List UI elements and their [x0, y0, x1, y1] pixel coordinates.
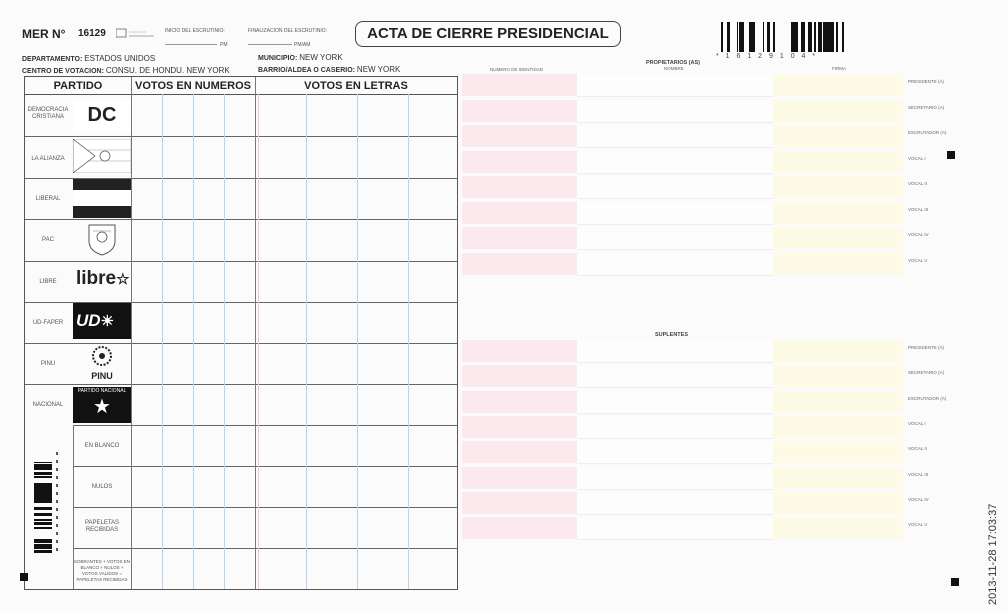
identidad-field[interactable]	[462, 176, 577, 198]
firma-field[interactable]	[773, 492, 903, 514]
mer-number: 16129	[78, 28, 106, 39]
identidad-field[interactable]	[462, 202, 577, 224]
nombre-field[interactable]	[577, 253, 773, 276]
star-icon: ★	[93, 396, 111, 418]
firma-field[interactable]	[773, 517, 903, 539]
nombre-field[interactable]	[577, 492, 773, 515]
firma-field[interactable]	[773, 125, 903, 147]
firma-field[interactable]	[773, 176, 903, 198]
nacional-logo-text: PARTIDO NACIONAL	[77, 388, 127, 394]
col-identidad: NUMERO DE IDENTIDAD	[490, 67, 544, 72]
mer-label: MER N°	[22, 27, 66, 41]
identidad-field[interactable]	[462, 441, 577, 463]
votes-table	[24, 76, 458, 590]
libre-logo	[73, 264, 131, 294]
alianza-flag-icon	[73, 139, 131, 173]
barrio-value: NEW YORK	[356, 65, 401, 74]
document-title: ACTA DE CIERRE PRESIDENCIAL	[355, 21, 621, 47]
party-name: NACIONAL	[32, 402, 64, 408]
role-label: VOCAL I	[908, 420, 926, 426]
centro-field	[22, 66, 230, 75]
col-header-numeros: VOTOS EN NUMEROS	[135, 80, 251, 92]
inicio-suffix: PM	[220, 42, 228, 48]
identidad-field[interactable]	[462, 151, 577, 173]
nombre-field[interactable]	[577, 74, 773, 97]
role-label: VOCAL V	[908, 522, 928, 528]
col-firma: FIRMA	[832, 66, 846, 71]
identidad-field[interactable]	[462, 517, 577, 539]
identidad-field[interactable]	[462, 391, 577, 413]
role-label: SECRETARIO (A)	[908, 370, 945, 376]
identidad-field[interactable]	[462, 467, 577, 489]
departamento-field	[22, 54, 155, 63]
row-divider	[25, 178, 457, 179]
municipio-label: MUNICIPIO:	[258, 55, 298, 62]
departamento-value: ESTADOS UNIDOS	[84, 54, 156, 63]
footer-note: SOBRANTES + VOTOS EN BLANCO + NULOS + VOTOS VALIDOS = PAPELETAS RECIBIDAS	[73, 559, 131, 582]
identidad-field[interactable]	[462, 365, 577, 387]
role-label: SECRETARIO (A)	[908, 104, 945, 110]
centro-value: CONSU. DE HONDU. NEW YORK	[105, 66, 230, 75]
barrio-field	[258, 65, 400, 74]
role-label: PRESIDENTE (A)	[908, 345, 945, 350]
letter-divider	[357, 94, 358, 589]
barrio-label: BARRIO/ALDEA O CASERIO:	[258, 67, 355, 74]
pinu-logo	[73, 345, 131, 383]
identidad-field[interactable]	[462, 100, 577, 122]
star-outline-icon: ☆	[116, 271, 130, 288]
municipio-field	[258, 53, 343, 62]
party-name: UD-FAPER	[32, 320, 64, 326]
firma-field[interactable]	[773, 416, 903, 438]
nombre-field[interactable]	[577, 202, 773, 225]
suplentes-title: SUPLENTES	[655, 332, 689, 338]
firma-field[interactable]	[773, 365, 903, 387]
role-label: VOCAL IV	[908, 232, 929, 237]
registration-mark	[951, 578, 959, 586]
tse-logo-icon	[116, 27, 156, 39]
identidad-field[interactable]	[462, 227, 577, 249]
nombre-field[interactable]	[577, 517, 773, 540]
row-divider	[25, 343, 457, 344]
nombre-field[interactable]	[577, 340, 773, 363]
liberal-flag-icon	[73, 178, 131, 218]
nombre-field[interactable]	[577, 100, 773, 123]
libre-logo-text: libre	[76, 268, 117, 289]
nombre-field[interactable]	[577, 391, 773, 414]
pinu-logo-text: PINU	[91, 371, 113, 381]
inicio-line	[165, 44, 217, 45]
registration-mark	[947, 151, 955, 159]
col-nombre: NOMBRE	[664, 66, 684, 71]
firma-field[interactable]	[773, 340, 903, 362]
barcode-side-icon	[34, 452, 60, 554]
nombre-field[interactable]	[577, 441, 773, 464]
digit-divider	[193, 94, 194, 589]
nombre-field[interactable]	[577, 176, 773, 199]
col-header-letras: VOTOS EN LETRAS	[304, 80, 408, 92]
digit-divider	[224, 94, 225, 589]
role-label: VOCAL II	[908, 446, 927, 452]
side-imprint: ·	[12, 213, 17, 215]
barcode-number: * 1 6 1 2 9 1 0 4 *	[716, 53, 818, 60]
ud-logo-text: UD	[76, 311, 101, 330]
role-label: PRESIDENTE (A)	[908, 79, 945, 84]
letter-divider	[408, 94, 409, 589]
role-label: VOCAL II	[908, 181, 927, 186]
finalizacion-label: FINALIZACION DEL ESCRUTINIO:	[248, 28, 327, 34]
firma-field[interactable]	[773, 151, 903, 173]
inicio-label: INICIO DEL ESCRUTINIO:	[165, 28, 225, 34]
departamento-label: DEPARTAMENTO:	[22, 56, 83, 63]
identidad-field[interactable]	[462, 416, 577, 438]
firma-field[interactable]	[773, 100, 903, 122]
role-label: VOCAL I	[908, 155, 926, 161]
barcode-top-icon	[716, 22, 844, 52]
role-label: VOCAL III	[908, 206, 929, 212]
finalizacion-line	[248, 44, 292, 45]
nombre-field[interactable]	[577, 467, 773, 490]
firma-field[interactable]	[773, 253, 903, 275]
firma-field[interactable]	[773, 391, 903, 413]
margin-line	[258, 94, 259, 589]
party-name: PINU	[40, 361, 56, 367]
row-label-en-blanco: EN BLANCO	[84, 443, 120, 449]
nombre-field[interactable]	[577, 365, 773, 388]
finalizacion-suffix: PM/AM	[294, 42, 311, 48]
municipio-value: NEW YORK	[299, 53, 343, 62]
role-label: VOCAL III	[908, 471, 929, 477]
firma-field[interactable]	[773, 441, 903, 463]
row-label-papeletas: PAPELETAS RECIBIDAS	[84, 520, 120, 533]
row-divider	[25, 219, 457, 220]
identidad-field[interactable]	[462, 74, 577, 96]
party-name: PAC	[42, 237, 54, 243]
identidad-field[interactable]	[462, 492, 577, 514]
role-label: ESCRUTADOR (A)	[908, 395, 947, 401]
col-header-partido: PARTIDO	[53, 80, 103, 92]
digit-divider	[162, 94, 163, 589]
firma-field[interactable]	[773, 202, 903, 224]
nombre-field[interactable]	[577, 125, 773, 148]
nombre-field[interactable]	[577, 416, 773, 439]
scan-timestamp: 2013-11-28 17:03:37	[987, 503, 999, 605]
nacional-logo	[73, 387, 131, 423]
nombre-field[interactable]	[577, 227, 773, 250]
party-name: LIBRE	[39, 279, 57, 285]
identidad-field[interactable]	[462, 125, 577, 147]
firma-field[interactable]	[773, 74, 903, 96]
row-divider	[25, 384, 457, 385]
col-divider	[131, 77, 132, 589]
ud-logo	[73, 303, 131, 339]
pinu-emblem-icon	[91, 345, 113, 367]
party-name: LIBERAL	[35, 196, 61, 202]
letter-divider	[306, 94, 307, 589]
row-divider	[25, 261, 457, 262]
dc-logo: DC	[73, 99, 131, 132]
firma-field[interactable]	[773, 227, 903, 249]
row-divider	[25, 136, 457, 137]
col-divider	[73, 425, 74, 589]
firma-field[interactable]	[773, 467, 903, 489]
registration-mark	[20, 573, 28, 581]
identidad-field[interactable]	[462, 340, 577, 362]
header-divider	[25, 94, 457, 95]
pac-shield-icon	[73, 221, 131, 257]
centro-label: CENTRO DE VOTACION:	[22, 68, 104, 75]
propietarios-title: PROPIETARIOS (AS)	[646, 60, 700, 66]
identidad-field[interactable]	[462, 253, 577, 275]
party-name: LA ALIANZA	[31, 156, 65, 162]
row-label-nulos: NULOS	[91, 484, 113, 490]
role-label: ESCRUTADOR (A)	[908, 130, 947, 135]
col-divider	[255, 77, 256, 589]
nombre-field[interactable]	[577, 151, 773, 174]
role-label: VOCAL IV	[908, 496, 929, 502]
role-label: VOCAL V	[908, 257, 928, 263]
row-divider	[25, 302, 457, 303]
sun-icon: ☀	[100, 313, 115, 330]
party-name: DEMOCRACIA CRISTIANA	[27, 107, 69, 120]
